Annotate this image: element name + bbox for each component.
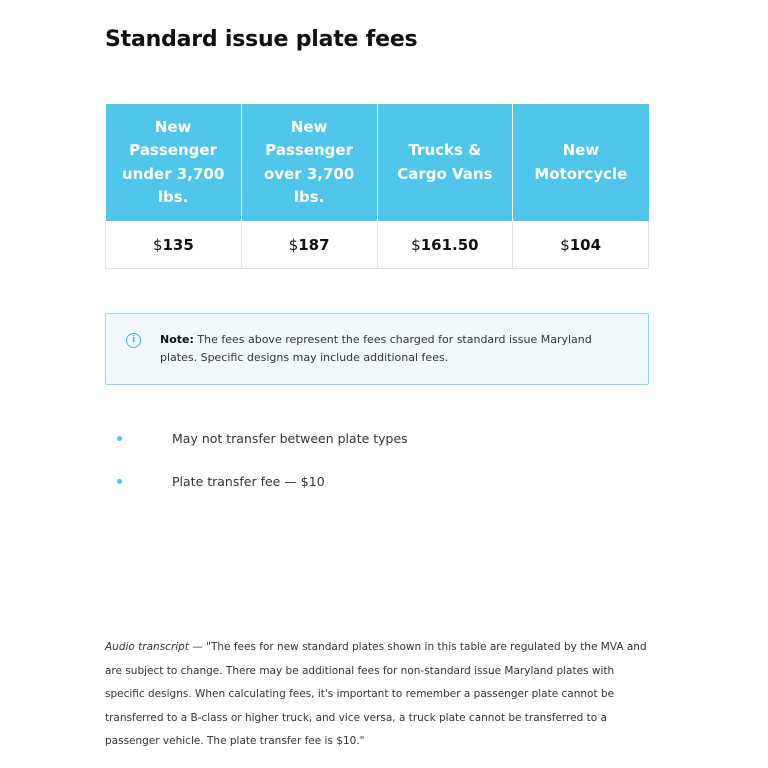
header-new-passenger-over: New Passenger over 3,700 lbs. xyxy=(241,104,377,221)
audio-transcript xyxy=(105,636,650,754)
transcript-text: — "The fees for new standard plates shown in this table are regulated by the MVA and are subject to change. There may be additional fees for non-standard issue Maryland plates with specific designs. When calculating fees, it's important to remember a passenger plate cannot be transferred to a B-class or higher truck, and vice versa, a truck plate cannot be transferred to a passenger vehicle. The plate transfer fee is $10." xyxy=(105,641,647,747)
currency-symbol: $ xyxy=(288,235,299,254)
note-callout xyxy=(105,313,649,385)
fee-table xyxy=(105,104,649,269)
fee-amount: 187 xyxy=(298,235,330,254)
fee-cell-trucks xyxy=(377,221,513,269)
fee-cell-motorcycle xyxy=(513,221,649,269)
currency-symbol: $ xyxy=(152,235,163,254)
currency-symbol: $ xyxy=(560,235,570,254)
fee-cell-passenger-under xyxy=(106,221,242,269)
fee-amount: 135 xyxy=(162,235,194,254)
table-row xyxy=(106,221,649,269)
info-icon: i xyxy=(126,333,141,348)
list-item xyxy=(105,428,645,471)
note-text xyxy=(160,331,630,367)
page-title: Standard issue plate fees xyxy=(105,27,418,52)
bullet-dot-icon xyxy=(117,436,122,441)
list-item-text: Plate transfer fee — $10 xyxy=(172,474,325,489)
table-header-row xyxy=(106,104,649,221)
note-label: Note: xyxy=(160,333,194,346)
list-item-text: May not transfer between plate types xyxy=(172,431,408,446)
bullet-list xyxy=(105,428,645,514)
header-new-passenger-under: New Passenger under 3,700 lbs. xyxy=(106,104,242,221)
bullet-dot-icon xyxy=(117,479,122,484)
note-body: The fees above represent the fees charged for standard issue Maryland plates. Specific designs may include additional fees. xyxy=(160,333,592,364)
list-item xyxy=(105,471,645,514)
fee-amount: 104 xyxy=(569,235,602,254)
currency-symbol: $ xyxy=(411,235,421,254)
transcript-label: Audio transcript xyxy=(105,641,189,653)
header-trucks-cargo-vans: Trucks & Cargo Vans xyxy=(377,104,513,221)
header-new-motorcycle: New Motorcycle xyxy=(513,104,649,221)
fee-amount: 161.50 xyxy=(420,235,479,254)
fee-cell-passenger-over xyxy=(241,221,377,269)
